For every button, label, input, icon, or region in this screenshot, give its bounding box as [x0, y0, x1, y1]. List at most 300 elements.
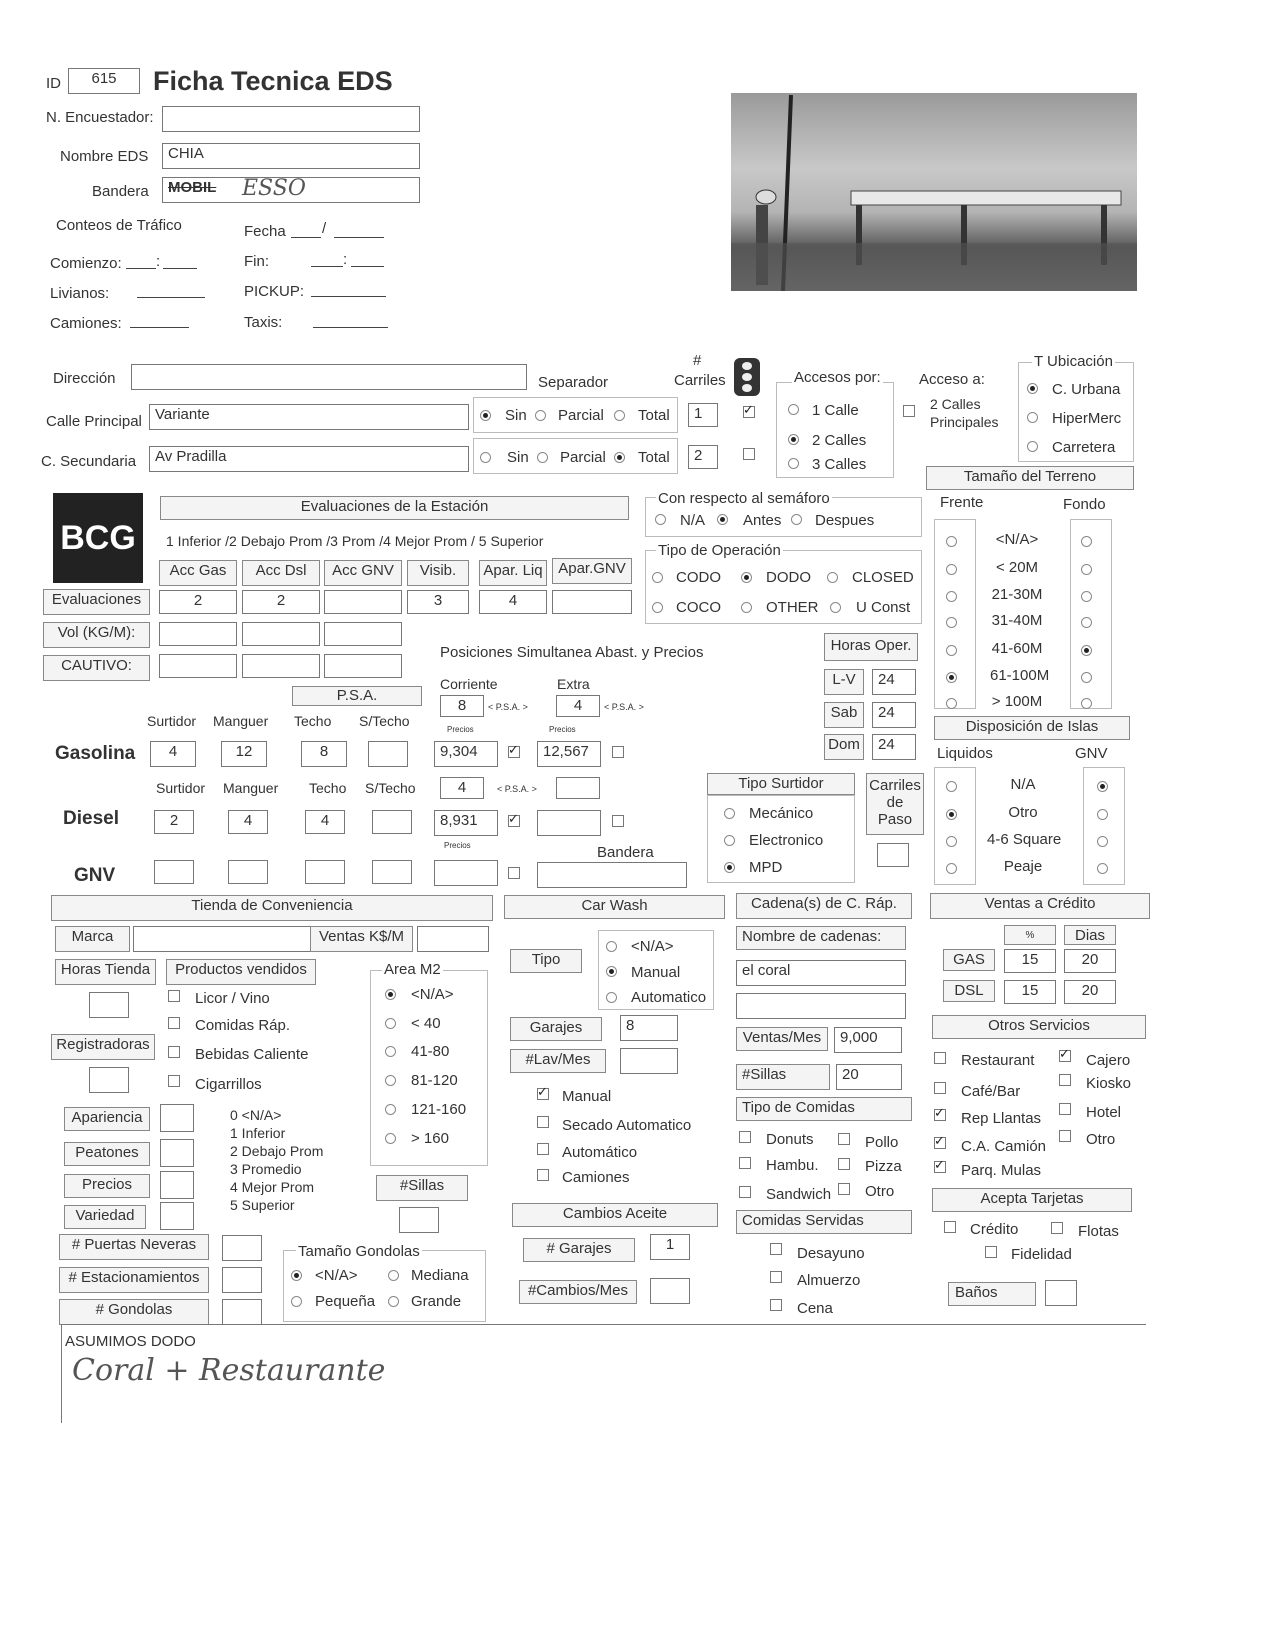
calle-principal-field[interactable]: Variante	[149, 404, 469, 430]
vol-dsl-field[interactable]	[242, 622, 320, 646]
hotel-check[interactable]	[1059, 1103, 1071, 1115]
sep-principal-total-radio[interactable]	[614, 410, 625, 421]
col-acc-dsl: Acc Dsl	[242, 560, 320, 586]
cadenas-header: Cadena(s) de C. Ráp.	[736, 893, 912, 919]
carwash-na-radio[interactable]	[606, 941, 617, 952]
horas-sab-label: Sab	[824, 702, 864, 728]
otro-comida-check[interactable]	[838, 1183, 850, 1195]
frente-radio-3[interactable]	[946, 617, 957, 628]
credito-gas-label: GAS	[943, 949, 995, 971]
sep-principal-parcial-radio[interactable]	[535, 410, 546, 421]
id-field[interactable]: 615	[68, 68, 140, 94]
cajero-label: Cajero	[1086, 1052, 1131, 1069]
cautivo-dsl-field[interactable]	[242, 654, 320, 678]
carriles-secundaria-field[interactable]: 2	[688, 445, 718, 469]
acceso-3-calles-radio[interactable]	[788, 458, 799, 469]
desayuno-check[interactable]	[770, 1243, 782, 1255]
apariencia-field[interactable]	[160, 1104, 194, 1132]
sandwich-check[interactable]	[739, 1186, 751, 1198]
dsl-manguer-field[interactable]: 4	[228, 810, 268, 834]
dsl-techo-field[interactable]: 4	[305, 810, 345, 834]
dsl-precios-label: Precios	[444, 841, 471, 850]
gnv-label: GNV	[74, 865, 116, 886]
dsl-psa-tag: < P.S.A. >	[497, 784, 537, 794]
tipo-surtidor-header: Tipo Surtidor	[707, 773, 855, 795]
notes-area[interactable]	[61, 1324, 1146, 1423]
bebidas-check[interactable]	[168, 1046, 180, 1058]
comienzo-mm-line[interactable]	[163, 268, 197, 269]
acceso-2-calles-radio[interactable]	[788, 434, 799, 445]
comidas-label: Comidas Ráp.	[195, 1017, 291, 1034]
islas-liquidos-radio-2[interactable]	[946, 836, 957, 847]
marca-field[interactable]	[133, 926, 313, 952]
area-radio-2[interactable]	[385, 1046, 396, 1057]
gondola-mediana-radio[interactable]	[388, 1270, 399, 1281]
frente-radio-5[interactable]	[946, 672, 957, 683]
semaforo-despues-radio[interactable]	[791, 514, 802, 525]
frente-radio-0[interactable]	[946, 536, 957, 547]
fin-hh-line[interactable]	[311, 266, 343, 267]
area-label-5: > 160	[411, 1130, 449, 1147]
gas-corriente-check[interactable]	[508, 746, 520, 758]
carwash-garajes-label: Garajes	[510, 1017, 602, 1041]
gas-stecho-field[interactable]	[368, 741, 408, 767]
carwash-automatico-radio[interactable]	[606, 992, 617, 1003]
area-label-1: < 40	[411, 1015, 441, 1032]
islas-liquidos-radio-0[interactable]	[946, 781, 957, 792]
carwash-lav-label: #Lav/Mes	[510, 1049, 606, 1073]
gas-corriente-precio-field[interactable]: 9,304	[434, 741, 498, 767]
escala-item-4: 4 Mejor Prom	[230, 1179, 315, 1195]
carriles-label: Carriles	[674, 372, 726, 389]
fin-label: Fin:	[244, 253, 270, 270]
dsl-precio-field[interactable]: 8,931	[434, 810, 498, 836]
sandwich-label: Sandwich	[766, 1186, 832, 1203]
page-title: Ficha Tecnica EDS	[153, 66, 393, 96]
direccion-label: Dirección	[53, 370, 116, 387]
accesos-label: Accesos por:	[794, 369, 881, 386]
notes-handwritten: Coral + Restaurante	[72, 1353, 386, 1388]
cautivo-gas-field[interactable]	[159, 654, 237, 678]
precios-field[interactable]	[160, 1171, 194, 1199]
livianos-line[interactable]	[137, 297, 205, 298]
gondola-na-radio[interactable]	[291, 1270, 302, 1281]
carwash-secado-label: Secado Automatico	[562, 1117, 692, 1134]
surtidor-mecanico-label: Mecánico	[749, 805, 814, 822]
gas-extra-psa-field[interactable]: 4	[556, 695, 600, 717]
carriles-paso-field[interactable]	[877, 843, 909, 867]
sep-principal-parcial-label: Parcial	[558, 407, 604, 424]
gas-extra-precio-field[interactable]: 12,567	[537, 741, 601, 767]
fondo-radio-3[interactable]	[1081, 617, 1092, 628]
cafe-label: Café/Bar	[961, 1083, 1021, 1100]
cigarrillos-check[interactable]	[168, 1075, 180, 1087]
registradoras-field[interactable]	[89, 1067, 129, 1093]
islas-header: Disposición de Islas	[934, 716, 1130, 740]
frente-radio-6[interactable]	[946, 698, 957, 709]
fondo-radio-1[interactable]	[1081, 564, 1092, 575]
eval-visib-field[interactable]: 3	[407, 590, 469, 614]
dsl-manguer-header: Manguer	[223, 780, 279, 796]
taxis-line[interactable]	[313, 327, 388, 328]
pizza-label: Pizza	[865, 1158, 902, 1175]
ca-garajes-field[interactable]: 1	[650, 1234, 690, 1260]
nombre-eds-field[interactable]: CHIA	[162, 143, 420, 169]
credito-pct-label: %	[1004, 925, 1056, 945]
fondo-radio-6[interactable]	[1081, 698, 1092, 709]
ubicacion-carretera-label: Carretera	[1052, 439, 1116, 456]
cadenas-nombre-label: Nombre de cadenas:	[736, 926, 906, 950]
variedad-field[interactable]	[160, 1202, 194, 1230]
fondo-radio-4[interactable]	[1081, 645, 1092, 656]
credito-gas-dias-field[interactable]: 20	[1064, 949, 1116, 973]
gas-techo-field[interactable]: 8	[301, 741, 347, 767]
cadenas-nombre-field[interactable]: el coral	[736, 960, 906, 986]
conteos-label: Conteos de Tráfico	[56, 217, 182, 234]
bandera-field[interactable]: MOBIL	[162, 177, 420, 203]
acceso-3-calles-label: 3 Calles	[812, 456, 867, 473]
area-radio-1[interactable]	[385, 1018, 396, 1029]
peatones-label: Peatones	[64, 1142, 150, 1166]
credito-dsl-pct-field[interactable]: 15	[1004, 980, 1056, 1004]
comidas-check[interactable]	[168, 1017, 180, 1029]
carwash-automatico-label: Automatico	[631, 989, 707, 1006]
escala-item-0: 0 <N/A>	[230, 1107, 282, 1123]
carwash-manual-radio[interactable]	[606, 966, 617, 977]
semaforo-principal-check[interactable]	[743, 406, 755, 418]
eval-acc-dsl-field[interactable]: 2	[242, 590, 320, 614]
area-label-2: 41-80	[411, 1043, 450, 1060]
op-uconst-radio[interactable]	[830, 602, 841, 613]
op-coco-label: COCO	[676, 599, 721, 616]
area-radio-0[interactable]	[385, 989, 396, 1000]
credito-header: Ventas a Crédito	[930, 893, 1150, 919]
carwash-secado-check[interactable]	[537, 1116, 549, 1128]
op-closed-radio[interactable]	[827, 572, 838, 583]
gnv-precio-field[interactable]	[434, 860, 498, 886]
pollo-check[interactable]	[838, 1133, 850, 1145]
gondolas-field[interactable]	[222, 1299, 262, 1325]
carwash-lav-field[interactable]	[620, 1048, 678, 1074]
terreno-row-label-0: <N/A>	[995, 531, 1039, 548]
tarjetas-header: Acepta Tarjetas	[932, 1188, 1132, 1212]
frente-radio-4[interactable]	[946, 645, 957, 656]
gondola-mediana-label: Mediana	[411, 1267, 469, 1284]
donuts-check[interactable]	[739, 1131, 751, 1143]
islas-gnv-radio-2[interactable]	[1097, 836, 1108, 847]
cena-check[interactable]	[770, 1299, 782, 1311]
gas-manguer-field[interactable]: 12	[221, 741, 267, 767]
secundaria-field[interactable]: Av Pradilla	[149, 446, 469, 472]
gondola-pequena-radio[interactable]	[291, 1296, 302, 1307]
op-other-radio[interactable]	[741, 602, 752, 613]
fondo-radio-5[interactable]	[1081, 672, 1092, 683]
area-radio-3[interactable]	[385, 1075, 396, 1086]
horas-sab-field[interactable]: 24	[872, 702, 916, 728]
fondo-radio-0[interactable]	[1081, 536, 1092, 547]
vol-gnv-field[interactable]	[324, 622, 402, 646]
semaforo-despues-label: Despues	[815, 512, 875, 529]
ca-cambios-label: #Cambios/Mes	[519, 1280, 637, 1304]
carwash-automatico-check[interactable]	[537, 1143, 549, 1155]
islas-gnv-radio-0[interactable]	[1097, 781, 1108, 792]
otro-servicio-check[interactable]	[1059, 1130, 1071, 1142]
cautivo-gnv-field[interactable]	[324, 654, 402, 678]
islas-liquidos-radio-3[interactable]	[946, 863, 957, 874]
comienzo-hh-line[interactable]	[126, 268, 156, 269]
banos-field[interactable]	[1045, 1280, 1077, 1306]
cigarrillos-label: Cigarrillos	[195, 1076, 262, 1093]
surtidor-electronico-label: Electronico	[749, 832, 824, 849]
gondola-grande-radio[interactable]	[388, 1296, 399, 1307]
ubicacion-urbana-radio[interactable]	[1027, 383, 1038, 394]
fondo-label: Fondo	[1063, 496, 1106, 513]
dsl-extra-precio-field[interactable]	[537, 810, 601, 836]
gas-techo-header: Techo	[294, 713, 332, 729]
islas-gnv-label: GNV	[1075, 745, 1108, 762]
tarjeta-flotas-label: Flotas	[1078, 1223, 1119, 1240]
gnv-surtidor-field[interactable]	[154, 860, 194, 884]
gondolas-label: # Gondolas	[59, 1299, 209, 1325]
camiones-line[interactable]	[130, 327, 189, 328]
puertas-label: # Puertas Neveras	[59, 1234, 209, 1260]
op-codo-radio[interactable]	[652, 572, 663, 583]
gnv-manguer-field[interactable]	[228, 860, 268, 884]
sep-secundaria-parcial-radio[interactable]	[537, 452, 548, 463]
area-label: Area M2	[384, 961, 441, 978]
licor-check[interactable]	[168, 990, 180, 1002]
ventas-ks-field[interactable]	[417, 926, 489, 952]
islas-row-label-1: Otro	[1008, 804, 1038, 821]
terreno-row-label-3: 31-40M	[991, 612, 1043, 629]
dsl-surtidor-header: Surtidor	[156, 780, 206, 796]
frente-radio-2[interactable]	[946, 591, 957, 602]
peatones-field[interactable]	[160, 1139, 194, 1167]
ubicacion-hipermerc-radio[interactable]	[1027, 412, 1038, 423]
ca-garajes-label: # Garajes	[523, 1238, 635, 1262]
camion-check[interactable]	[934, 1137, 946, 1149]
vol-label: Vol (KG/M):	[43, 622, 150, 648]
psa-header: P.S.A.	[292, 686, 422, 706]
ubicacion-hipermerc-label: HiperMerc	[1052, 410, 1122, 427]
corriente-label: Corriente	[440, 676, 498, 692]
sep-secundaria-total-radio[interactable]	[614, 452, 625, 463]
fecha-month-line[interactable]	[334, 237, 384, 238]
area-radio-4[interactable]	[385, 1104, 396, 1115]
dsl-stecho-field[interactable]	[372, 810, 412, 834]
gnv-bandera-field[interactable]	[537, 862, 687, 888]
islas-row-label-0: N/A	[1010, 776, 1036, 793]
fin-mm-line[interactable]	[351, 266, 384, 267]
fecha-separator: /	[322, 220, 327, 237]
carwash-automatico-check-label: Automático	[562, 1144, 638, 1161]
semaforo-na-radio[interactable]	[655, 514, 666, 525]
secundaria-label: C. Secundaria	[41, 453, 137, 470]
area-label-4: 121-160	[411, 1101, 467, 1118]
cafe-check[interactable]	[934, 1082, 946, 1094]
dsl-precio-check[interactable]	[508, 815, 520, 827]
tam-gondolas-label: Tamaño Gondolas	[298, 1243, 420, 1260]
gnv-techo-field[interactable]	[305, 860, 345, 884]
horas-lv-field[interactable]: 24	[872, 669, 916, 695]
horas-dom-field[interactable]: 24	[872, 734, 916, 760]
estacionamientos-field[interactable]	[222, 1267, 262, 1293]
carwash-header: Car Wash	[504, 895, 725, 919]
sep-secundaria-parcial-label: Parcial	[560, 449, 606, 466]
cena-label: Cena	[797, 1300, 833, 1317]
cadenas-sillas-label: #Sillas	[736, 1064, 830, 1090]
bebidas-label: Bebidas Caliente	[195, 1046, 309, 1063]
gas-corriente-psa-field[interactable]: 8	[440, 695, 484, 717]
carwash-manual-check-label: Manual	[562, 1088, 612, 1105]
ubicacion-carretera-radio[interactable]	[1027, 441, 1038, 452]
acceso-1-calle-radio[interactable]	[788, 404, 799, 415]
gnv-precio-check[interactable]	[508, 867, 520, 879]
frente-radio-1[interactable]	[946, 564, 957, 575]
fondo-radio-2[interactable]	[1081, 591, 1092, 602]
almuerzo-check[interactable]	[770, 1271, 782, 1283]
carwash-garajes-field[interactable]: 8	[620, 1015, 678, 1041]
kiosko-check[interactable]	[1059, 1074, 1071, 1086]
direccion-field[interactable]	[131, 364, 527, 390]
vol-gas-field[interactable]	[159, 622, 237, 646]
puertas-field[interactable]	[222, 1235, 262, 1261]
gas-surtidor-field[interactable]: 4	[150, 741, 196, 767]
evaluaciones-scale: 1 Inferior /2 Debajo Prom /3 Prom /4 Mejor Prom / 5 Superior	[166, 533, 544, 549]
sep-principal-sin-radio[interactable]	[480, 410, 491, 421]
restaurant-check[interactable]	[934, 1052, 946, 1064]
dsl-surtidor-field[interactable]: 2	[154, 810, 194, 834]
nombre-eds-label: Nombre EDS	[60, 148, 149, 165]
eval-acc-gnv-field[interactable]	[324, 590, 402, 614]
carwash-camiones-label: Camiones	[562, 1169, 630, 1186]
cadenas-sillas-field[interactable]: 20	[836, 1064, 902, 1090]
tarjeta-flotas-check[interactable]	[1051, 1222, 1063, 1234]
surtidor-electronico-radio[interactable]	[724, 835, 735, 846]
dsl-psa-field[interactable]: 4	[440, 777, 484, 799]
islas-gnv-radio-1[interactable]	[1097, 809, 1108, 820]
mulas-check[interactable]	[934, 1161, 946, 1173]
llantas-label: Rep Llantas	[961, 1110, 1042, 1127]
eval-apar-gnv-field[interactable]	[552, 590, 632, 614]
islas-liquidos-label: Liquidos	[937, 745, 993, 762]
horas-lv-label: L-V	[824, 669, 864, 695]
carwash-camiones-check[interactable]	[537, 1169, 549, 1181]
eval-acc-gas-field[interactable]: 2	[159, 590, 237, 614]
pickup-line[interactable]	[311, 296, 386, 297]
desayuno-label: Desayuno	[797, 1245, 865, 1262]
dsl-extra-check[interactable]	[612, 815, 624, 827]
separador-label: Separador	[538, 374, 609, 391]
ca-cambios-field[interactable]	[650, 1278, 690, 1304]
semaforo-secundaria-check[interactable]	[743, 448, 755, 460]
operacion-label: Tipo de Operación	[658, 542, 781, 559]
bcg-logo: BCG	[53, 493, 143, 583]
gas-extra-check[interactable]	[612, 746, 624, 758]
fin-sep: :	[343, 251, 348, 268]
fecha-label: Fecha	[244, 223, 286, 240]
sep-secundaria-sin-radio[interactable]	[480, 452, 491, 463]
carriles-paso-header	[866, 773, 924, 835]
islas-gnv-radio-3[interactable]	[1097, 863, 1108, 874]
terreno-row-label-4: 41-60M	[991, 640, 1043, 657]
escala-item-2: 2 Debajo Prom	[230, 1143, 324, 1159]
encuestador-field[interactable]	[162, 106, 420, 132]
semaforo-antes-label: Antes	[743, 512, 782, 529]
tarjeta-credito-check[interactable]	[944, 1221, 956, 1233]
horas-tienda-field[interactable]	[89, 992, 129, 1018]
tipo-comidas-header: Tipo de Comidas	[736, 1097, 912, 1121]
credito-dsl-dias-field[interactable]: 20	[1064, 980, 1116, 1004]
dos-calles-label: 2 Calles	[930, 396, 981, 412]
op-dodo-radio[interactable]	[741, 572, 752, 583]
surtidor-mpd-radio[interactable]	[724, 862, 735, 873]
evaluaciones-header: Evaluaciones de la Estación	[160, 496, 629, 520]
op-codo-label: CODO	[676, 569, 721, 586]
dsl-extra-psa-field[interactable]	[556, 777, 600, 799]
cadenas-ventas-field[interactable]: 9,000	[834, 1027, 902, 1053]
terreno-row-label-2: 21-30M	[991, 586, 1043, 603]
area-radio-5[interactable]	[385, 1133, 396, 1144]
horas-tienda-label: Horas Tienda	[55, 959, 156, 985]
pickup-label: PICKUP:	[244, 283, 305, 300]
llantas-check[interactable]	[934, 1109, 946, 1121]
fecha-day-line[interactable]	[291, 237, 321, 238]
servicios-header: Otros Servicios	[932, 1015, 1146, 1039]
cadenas-nombre-field-2[interactable]	[736, 993, 906, 1019]
acceso-2-calles-principales-check[interactable]	[903, 405, 915, 417]
tienda-sillas-field[interactable]	[399, 1207, 439, 1233]
ubicacion-urbana-label: C. Urbana	[1052, 381, 1121, 398]
semaforo-antes-radio[interactable]	[717, 514, 728, 525]
tarjeta-fidelidad-check[interactable]	[985, 1246, 997, 1258]
carwash-manual-check[interactable]	[537, 1088, 549, 1100]
col-apar-gnv: Apar.GNV	[552, 558, 632, 584]
pollo-label: Pollo	[865, 1134, 899, 1151]
gasolina-label: Gasolina	[55, 743, 136, 764]
islas-liquidos-radio-1[interactable]	[946, 809, 957, 820]
precios-label: Precios	[64, 1174, 150, 1198]
acceso-a-label: Acceso a:	[919, 371, 985, 388]
escala-item-1: 1 Inferior	[230, 1125, 286, 1141]
gas-corriente-precios-label: Precios	[447, 725, 474, 734]
dsl-techo-header: Techo	[309, 780, 347, 796]
terreno-header: Tamaño del Terreno	[926, 466, 1134, 490]
op-dodo-label: DODO	[766, 569, 811, 586]
bandera-handwritten: ESSO	[242, 176, 306, 201]
hambu-check[interactable]	[739, 1157, 751, 1169]
credito-dias-label: Dias	[1064, 925, 1116, 945]
terreno-row-label-5: 61-100M	[990, 667, 1050, 684]
horas-header: Horas Oper.	[824, 633, 918, 661]
carriles-paso-line1: Carriles	[869, 777, 921, 794]
camiones-label: Camiones:	[50, 315, 122, 332]
tarjeta-fidelidad-label: Fidelidad	[1011, 1246, 1072, 1263]
pizza-check[interactable]	[838, 1158, 850, 1170]
tam-gondolas-group	[283, 1250, 486, 1322]
op-coco-radio[interactable]	[652, 602, 663, 613]
camion-label: C.A. Camión	[961, 1138, 1047, 1155]
surtidor-mpd-label: MPD	[749, 859, 783, 876]
gnv-stecho-field[interactable]	[372, 860, 412, 884]
carriles-principal-field[interactable]: 1	[688, 403, 718, 427]
credito-gas-pct-field[interactable]: 15	[1004, 949, 1056, 973]
terreno-row-label-6: > 100M	[991, 693, 1043, 710]
carriles-hash: #	[693, 352, 702, 369]
eval-apar-liq-field[interactable]: 4	[479, 590, 547, 614]
cajero-check[interactable]	[1059, 1050, 1071, 1062]
surtidor-mecanico-radio[interactable]	[724, 808, 735, 819]
